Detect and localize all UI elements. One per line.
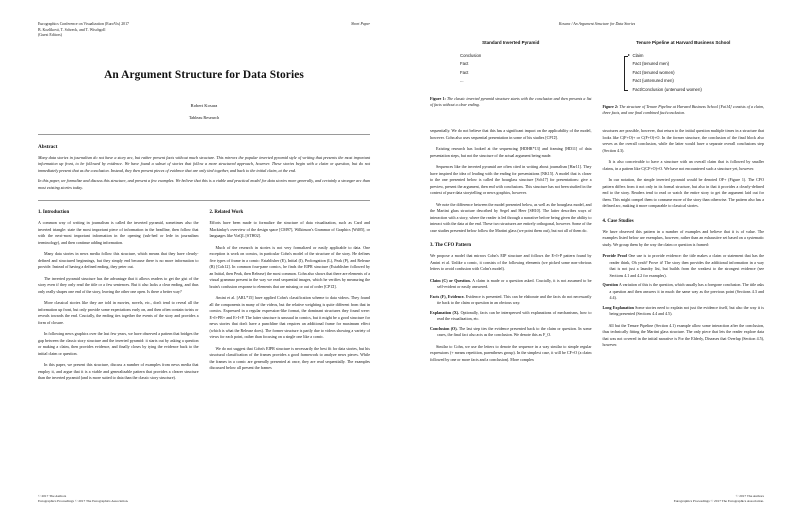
figure-2-tree (603, 52, 765, 94)
abstract-paragraph: Many data stories in journalism do not have a story arc, but rather present facts without much structure. This mirrors the popular inverted pyramid style of writing that presents the most important information up front, to be followed by evidence. We have found a subset of stories that follow a more structured approach, however. These stories begin with a claim or question, but do not immediately present that as the conclusion. Instead, they then present pieces of evidence that are only tied together, and back to the initial claim, at the end. (38, 154, 370, 174)
definition-term: Claim (C) or Question. (430, 277, 471, 283)
conference-line-3: (Guest Editors) (38, 33, 62, 38)
paragraph: structures are possible, however, that return to the initial question multiple times in a structure that looks like C(F+O)+ or C(F+O)+O. In the former structure, the conclusion of the final block also serves as the overall conclusion, while the latter would have a separate overall conclusions step (Section 4.3). (602, 128, 764, 153)
definition-item-claim (430, 278, 592, 291)
list-item: Fact (tenured men) (632, 61, 670, 67)
definition-term: Conclusion (O). (430, 325, 458, 331)
conference-line-1: Eurographics Conference on Visualization (EuroVis) 2017 (38, 22, 129, 26)
abstract-paragraph: In this paper, we formalize and discuss this structure, and present a few examples. We believe that this is a viable and practical model for data stories more generally, and certainly a stronger arc than most existing stories today. (38, 177, 370, 190)
column-1 (430, 128, 592, 368)
figure-1-title: Standard Inverted Pyramid (482, 40, 540, 45)
copyright-association: Eurographics Proceedings © 2017 The Eurographics Association. (38, 498, 129, 503)
divider-top (38, 134, 370, 135)
section-heading-cfo-pattern: 3. The CFO Pattern (430, 243, 472, 249)
section-heading-related-work: 2. Related Work (209, 210, 244, 216)
author-affiliation: Tableau Research (188, 114, 220, 120)
column-2 (603, 128, 765, 368)
figure-1-list (430, 52, 592, 86)
paper-type-note: Short Paper (351, 22, 370, 26)
paragraph: Amini et al. [ARL*15] have applied Cohn's classification scheme to data videos. They found all the components in many of the videos, but the relative weighting is quite different from that in comics. Expressed in a regular expression-like format, the dominant structures they found were: E+I+PR+ and E+I+P. The latter structure is unusual in comics, but it might be a good structure for news stories that don't have a punchline that requires an additional frame for maximum effect (which is what the Release does). The former structure is partly due to videos showing a variety of views for each point, rather than focusing on a single one like a comic. (209, 295, 370, 340)
page-right (400, 0, 800, 517)
figure-1-caption (430, 96, 592, 108)
divider-abstract (38, 200, 370, 201)
figure-2-caption (603, 104, 765, 116)
section-heading-introduction: 1. Introduction (38, 210, 70, 216)
definition-text: A claim is made or a question asked. Crucially, it is not assumed to be self-evident or easily answered. (437, 277, 592, 290)
conference-line-2: B. Kozlíková, T. Schreck, and T. Wischgoll (38, 27, 106, 32)
list-item: Conclusion (460, 53, 482, 58)
definition-item-conclusion (430, 326, 592, 339)
definition-text: Optionally, facts can be interspersed with explanations of mechanisms, how to read the visualization, etc. (437, 309, 592, 322)
column-2 (210, 210, 371, 387)
list-item: Fact (tenured women) (632, 69, 675, 75)
copyright-association: Eurographics Proceedings © 2017 The Eurographics Association. (673, 498, 764, 503)
paragraph: Efforts have been made to formalize the structure of data visualization, such as Card and Mackinlay's overview of the design space [CM97], Wilkinson's Grammar of Graphics [Wil05], or languages like VizQL [STH02]. (209, 220, 370, 239)
paragraph: Similar to Cohn, we use the letters to denote the sequence in a way similar to simple regular expressions (+ means repetition, parentheses group). In the simplest case, it will be CF+O (a claim followed by one or more facts and a conclusion). More complex (430, 343, 592, 362)
tree-spine (624, 56, 625, 90)
definition-text: The last step ties the evidence presented back to the claim or question. In some cases, the final fact also acts as the conclusion. We denote this as F_O. (437, 325, 592, 338)
paragraph: In following news graphics over the last few years, we have observed a pattern that bridges the gap between the classic story structure and the inverted pyramid: it starts out by asking a question or making a claim, then provides evidence, and finally closes by tying the evidence back to the initial claim or question. (38, 331, 199, 356)
list-item: Claim (632, 53, 644, 58)
figure-2-caption-text: The structure of Tenure Pipeline at Harvard Business School [Fai14] consists of a claim, three facts, and one final combined fact/conclusion. (602, 103, 765, 116)
paragraph: We propose a model that mirrors Cohn's EIP structure and follows the E+I+P pattern found by Amini et al. Unlike a comic, it consists of the following elements (we picked some non-obvious letters to avoid confusion with Cohn's model). (430, 253, 592, 272)
definition-item-provide-proof (603, 253, 765, 279)
author-name: Robert Kosara (190, 102, 218, 108)
figure-1-caption-label: Figure 1: (430, 95, 446, 101)
definition-item-explanation (430, 310, 592, 323)
section-heading-case-studies: 4. Case Studies (602, 218, 634, 224)
list-item: Fact/Conclusion (untenured women) (632, 86, 702, 92)
paragraph: More classical stories like they are told in movies, novels, etc., don't tend to reveal all the information up front, but only provide some expectations early on, and then often contain twists or reveals towards the end. Crucially, the ending ties together the events of the story and provides a form of closure. (38, 300, 199, 325)
figure-2 (603, 38, 765, 116)
definition-item-long-explanation (603, 305, 765, 318)
definition-term: Question (602, 282, 619, 288)
paragraph: We do not suggest that Cohn's EIPR structure is necessarily the best fit for data stories, but his structural classification of the frames provides a good framework to analyze news pieces. While the frames in a comic are generally presented at once, they are read sequentially. The examples discussed below all present the frames (209, 345, 370, 371)
list-item: Fact (460, 61, 469, 67)
definition-text: A variation of this is the question, which usually has a foregone conclusion. The title asks a question and then answers it in much the same way as the previous point (Sections 4.3 and 4.4). (609, 282, 764, 301)
running-head-right: Kosara / An Argument Structure for Data Stories (558, 22, 636, 26)
definition-text: One use is to provide evidence: the title makes a claim or statement that has the reader think, Oh yeah? Prove it! The story then provides the additional information in a way that is not just a laundry list, but builds from the weakest to the strongest evidence (see Sections 4.1 and 4.2 for examples). (609, 253, 765, 278)
page-title: An Argument Structure for Data Stories (104, 68, 304, 81)
definition-term: Provide Proof (602, 253, 627, 259)
page-footer-left (38, 494, 128, 504)
paragraph: In this paper, we present this structure, discuss a number of examples from news media that employ it, and argue that it is a viable and generalizable pattern that provides a clearer structure than the inverted pyramid (and is more suited to data than the classic story structure). (38, 362, 199, 381)
figure-2-title: Tenure Pipeline at Harvard Business School (636, 40, 731, 45)
figure-2-caption-label: Figure 2: (602, 103, 619, 109)
paragraph: A common way of writing in journalism is called the inverted pyramid, sometimes also the inverted triangle: state the most important piece of information in the headline, then follow that with the next-most important information in the opening (sub-hed or lede in journalism terminology), and then continue adding information. (38, 220, 199, 245)
copyright-authors: © 2017 The Authors (735, 493, 764, 498)
body-columns-left-page (38, 210, 370, 387)
definition-text: Evidence is presented. This can be elaborate and the facts do not necessarily tie back to the claim or question in an obvious way. (437, 293, 592, 306)
conference-info (38, 22, 129, 39)
running-head-left (38, 22, 370, 39)
paragraph: We have observed this pattern in a number of examples and believe that it is of value. The examples listed below are exemplars, however, rather than an exhaustive set based on a systematic study. We group them by the way the claim or question is framed: (602, 228, 764, 247)
paragraph: Much of the research in stories is not very formalized or easily applicable to data. One exception is work on comics, in particular Cohn's model of the structure of the story. He defines five types of frame in a comic: Establisher (E), Initial (I), Prolongation (L), Peak (P), and Release (R) [Coh12]. In common four-pane comics, he finds the EIPR structure (Establisher followed by an Initial, then Peak, then Release) the most common. Cohn also shows that there are elements of a visual grammar present in the way we read sequential images, which he verifies by measuring the brain's confusion response to elements that are missing or out of order [CP1̃2]. (209, 244, 370, 289)
paragraph: In our notation, the simple inverted pyramid would be denoted OF+ (Figure 1). The CFO pattern differs from it not only in its formal structure, but also in that it provides a clearly-defined end to the story. Readers tend to read or watch the entire story to get the argument laid out for them. This might compel them to consume more of the story than otherwise. The pattern also has a defined arc, making it more comparable to classical stories. (602, 177, 764, 209)
figure-1 (430, 38, 592, 116)
list-item: Fact (untenured men) (632, 78, 674, 84)
figures-row (430, 38, 764, 124)
tree-tick-conclusion (624, 90, 629, 91)
paragraph: We note the difference between the model presented below, as well as the hourglass model, and the Martini glass structure described by Segel and Heer [SH10]. The latter describes ways of interaction with a story, where the reader is led through a narrative before being given the ability to interact with the data at the end. These two structures are entirely orthogonal, however. Some of the case studies presented below follow the Martini glass (we point them out), but not all of them do. (430, 201, 592, 233)
definition-item-facts (430, 294, 592, 307)
definition-text: Some stories need to explain not just the evidence itself, but also the way it is being presented (Sections 4.4 and 4.5). (609, 304, 765, 317)
paragraph: Many data stories in news media follow this structure, which means that they have clearly-defined and structured beginnings, but they simply end because there is no more information to provide. Instead of having a defined ending, they peter out. (38, 251, 199, 270)
definition-item-question (603, 282, 765, 302)
figure-1-caption-text: The classic inverted pyramid structure starts with the conclusion and then presents a list of facts without a clear ending. (430, 95, 592, 107)
paragraph: Sequences like the inverted pyramid are often cited in writing about journalism [Har11]. They have inspired the idea of leading with the ending for presentations [NK15]. A model that is closer to the one presented below is called the hourglass structure [Sch17] for presentations: give a preview, present the argument, then end with conclusions. This structure has not been studied in the context of pure data storytelling or news graphics, however. (430, 164, 592, 196)
paragraph: Existing research has looked at the sequencing [HDHR*13] and framing [HD11] of data presentation steps, but not the structure of the actual argument being made. (430, 146, 592, 158)
copyright-authors: © 2017 The Authors (38, 493, 67, 498)
abstract-heading: Abstract (38, 143, 58, 150)
body-columns-right-page (430, 128, 764, 368)
paragraph: It is also conceivable to have a structure with an overall claim that is followed by smaller claims, in a pattern like C(CF+O)+O. We have not encountered such a structure yet, however. (602, 159, 764, 171)
abstract-body (38, 155, 370, 192)
arrow-icon (628, 54, 630, 56)
definition-term: Explanation (X). (430, 309, 460, 315)
page-footer-right (674, 494, 764, 504)
list-item: ... (460, 78, 464, 84)
paragraph: sequentially. We do not believe that this has a significant impact on the applicability of the model, however. Cohn also uses sequential presentation in some of his studies [CP1̃2]. (430, 128, 592, 140)
list-item: Fact (460, 69, 469, 75)
column-1 (38, 210, 199, 387)
paragraph: The inverted pyramid structure has the advantage that it allows readers to get the gist of the story even if they only read the title or a few sentences. But it also lacks a clear ending, and thus only really shapes one end of the story, leaving the other one open. Is there a better way? (38, 275, 199, 294)
paragraph: All but the Tenure Pipeline (Section 4.1) example allow some interaction after the conclusion, thus technically fitting the Martini glass structure. The only piece that lets the reader explore data that was not covered in the initial narrative is For the Elderly, Diseases that Overlap (Section 4.5), however. (602, 322, 764, 348)
definition-term: Facts (F), Evidence. (430, 293, 465, 299)
definition-term: Long Explanation (602, 304, 634, 310)
